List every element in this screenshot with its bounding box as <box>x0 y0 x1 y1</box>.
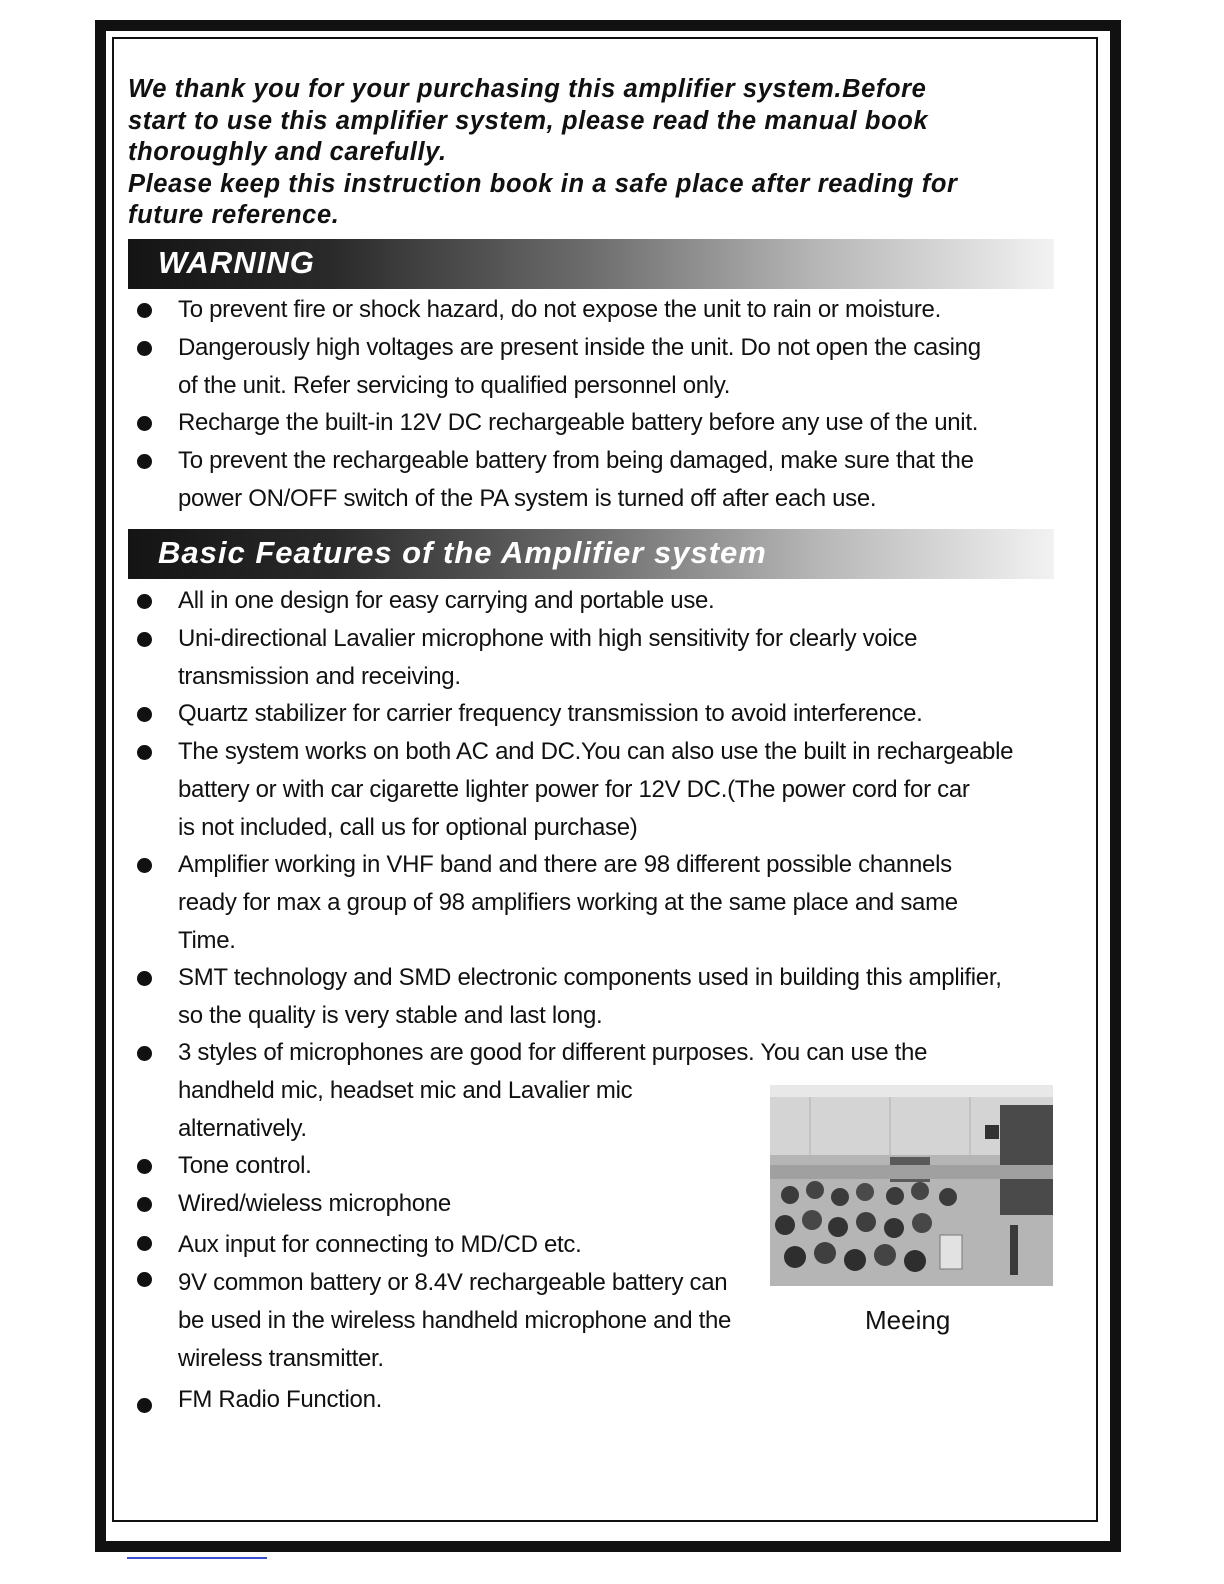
intro-line: future reference. <box>128 201 340 229</box>
bullet-icon <box>137 1398 152 1413</box>
feature-line: Amplifier working in VHF band and there are 98 different possible channels <box>178 851 952 878</box>
feature-line: alternatively. <box>178 1115 307 1142</box>
warning-banner <box>128 239 1054 289</box>
features-banner <box>128 529 1054 579</box>
warning-item-continued: power ON/OFF switch of the PA system is turned off after each use. <box>178 485 877 512</box>
warning-item-continued: of the unit. Refer servicing to qualified personnel only. <box>178 372 731 399</box>
bullet-icon <box>137 1046 152 1061</box>
intro-line: Please keep this instruction book in a safe place after reading for <box>128 169 958 198</box>
warning-title: WARNING <box>158 245 315 280</box>
feature-line: Wired/wieless microphone <box>178 1190 451 1217</box>
warning-item: Dangerously high voltages are present inside the unit. Do not open the casing <box>178 334 981 361</box>
bullet-icon <box>137 341 152 356</box>
intro-line: thoroughly and carefully. <box>128 138 447 166</box>
feature-line: be used in the wireless handheld microphone and the <box>178 1307 732 1334</box>
feature-line: so the quality is very stable and last long. <box>178 1002 603 1029</box>
bullet-icon <box>137 707 152 722</box>
bullet-icon <box>137 594 152 609</box>
bullet-icon <box>137 1272 152 1287</box>
feature-line: 9V common battery or 8.4V rechargeable battery can <box>178 1269 728 1296</box>
feature-line: Uni-directional Lavalier microphone with high sensitivity for clearly voice <box>178 625 918 652</box>
warning-item: Recharge the built-in 12V DC rechargeable battery before any use of the unit. <box>178 409 979 436</box>
feature-line: wireless transmitter. <box>178 1345 384 1372</box>
bullet-icon <box>137 454 152 469</box>
feature-line: FM Radio Function. <box>178 1386 383 1413</box>
feature-line: transmission and receiving. <box>178 663 461 690</box>
warning-item: To prevent fire or shock hazard, do not expose the unit to rain or moisture. <box>178 296 941 323</box>
bullet-icon <box>137 745 152 760</box>
feature-line: 3 styles of microphones are good for different purposes. You can use the <box>178 1039 928 1066</box>
feature-line: SMT technology and SMD electronic components used in building this amplifier, <box>178 964 1002 991</box>
bullet-icon <box>137 1236 152 1251</box>
features-title: Basic Features of the Amplifier system <box>158 535 767 570</box>
feature-line: ready for max a group of 98 amplifiers working at the same place and same <box>178 889 958 916</box>
feature-line: Quartz stabilizer for carrier frequency transmission to avoid interference. <box>178 700 923 727</box>
bullet-icon <box>137 1159 152 1174</box>
feature-line: is not included, call us for optional purchase) <box>178 814 638 841</box>
feature-line: The system works on both AC and DC.You can also use the built in rechargeable <box>178 738 1014 765</box>
photo-caption: Meeing <box>865 1305 951 1335</box>
feature-line: battery or with car cigarette lighter power for 12V DC.(The power cord for car <box>178 776 970 803</box>
feature-line: Time. <box>178 927 236 954</box>
meeting-photo <box>770 1085 1053 1286</box>
feature-line: Aux input for connecting to MD/CD etc. <box>178 1231 582 1258</box>
feature-line: handheld mic, headset mic and Lavalier mic <box>178 1077 633 1104</box>
bullet-icon <box>137 1197 152 1212</box>
feature-line: Tone control. <box>178 1152 312 1179</box>
intro-paragraph <box>128 74 1078 232</box>
bullet-icon <box>137 971 152 986</box>
intro-line: We thank you for your purchasing this amplifier system.Before <box>128 75 927 103</box>
bullet-icon <box>137 858 152 873</box>
warning-item: To prevent the rechargeable battery from being damaged, make sure that the <box>178 447 974 474</box>
meeting-photo-illustration <box>770 1085 1053 1286</box>
bullet-icon <box>137 632 152 647</box>
bullet-icon <box>137 416 152 431</box>
bullet-icon <box>137 303 152 318</box>
footer-link-underline <box>127 1557 267 1559</box>
intro-line: start to use this amplifier system, please read the manual book <box>128 106 929 135</box>
feature-line: All in one design for easy carrying and portable use. <box>178 587 715 614</box>
